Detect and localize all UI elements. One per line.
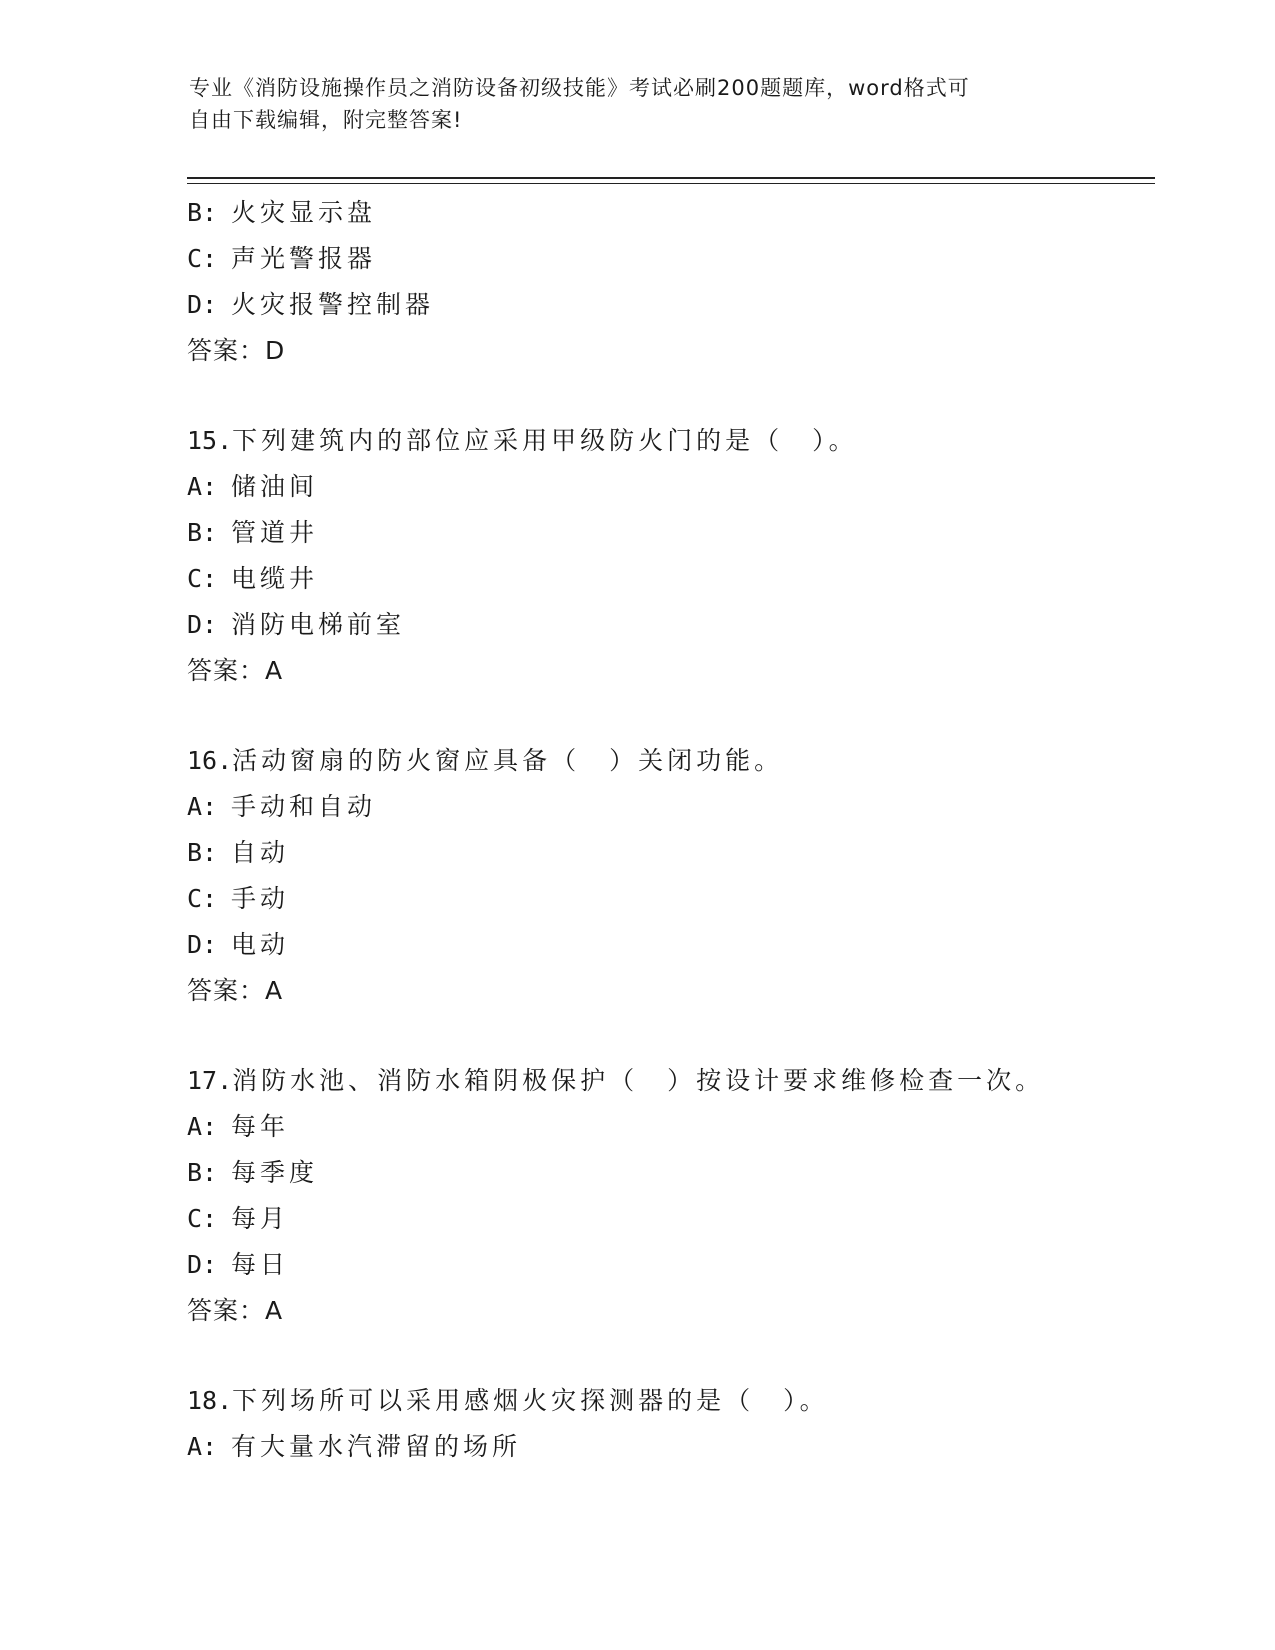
option-label: A: <box>187 472 218 501</box>
question-number: 17. <box>187 1066 233 1095</box>
option-c <box>187 236 1147 282</box>
option-label: A: <box>187 792 218 821</box>
option-d <box>187 282 1147 328</box>
question-17 <box>187 1058 1147 1334</box>
answer-line: 答案：D <box>187 336 286 365</box>
option-text: 声光警报器 <box>231 244 377 273</box>
option-label: B: <box>187 1158 218 1187</box>
header-line-1: 专业《消防设施操作员之消防设备初级技能》考试必刷200题题库，word格式可 <box>189 76 970 100</box>
option-text: 自动 <box>231 838 290 867</box>
question-number: 16. <box>187 746 233 775</box>
question-16 <box>187 738 1147 1014</box>
question-stem <box>187 418 1147 464</box>
option-text: 消防电梯前室 <box>231 610 406 639</box>
option-d <box>187 1242 1147 1288</box>
question-list <box>187 190 1147 1470</box>
option-text: 火灾显示盘 <box>231 198 377 227</box>
question-stem <box>187 1378 1147 1424</box>
option-b <box>187 830 1147 876</box>
option-a <box>187 784 1147 830</box>
option-c <box>187 876 1147 922</box>
option-text: 有大量水汽滞留的场所 <box>231 1432 522 1461</box>
answer-line: 答案：A <box>187 656 284 685</box>
option-label: A: <box>187 1112 218 1141</box>
option-label: D: <box>187 290 218 319</box>
option-b <box>187 190 1147 236</box>
question-text: 活动窗扇的防火窗应具备（ ）关闭功能。 <box>232 746 784 775</box>
option-label: C: <box>187 884 218 913</box>
option-text: 手动和自动 <box>231 792 377 821</box>
option-a <box>187 1424 1147 1470</box>
option-label: D: <box>187 610 218 639</box>
option-label: B: <box>187 838 218 867</box>
option-text: 每日 <box>231 1250 290 1279</box>
header-rule-thick <box>187 177 1155 179</box>
question-number: 18. <box>187 1386 233 1415</box>
question-15 <box>187 418 1147 694</box>
header-line-2: 自由下载编辑，附完整答案! <box>189 108 463 132</box>
question-18 <box>187 1378 1147 1470</box>
option-text: 电动 <box>231 930 290 959</box>
option-label: C: <box>187 244 218 273</box>
question-text: 消防水池、消防水箱阴极保护（ ）按设计要求维修检查一次。 <box>232 1066 1045 1095</box>
question-text: 下列建筑内的部位应采用甲级防火门的是（ ）。 <box>232 426 858 455</box>
option-a <box>187 1104 1147 1150</box>
question-14-continued <box>187 190 1147 374</box>
option-b <box>187 1150 1147 1196</box>
option-text: 每季度 <box>231 1158 319 1187</box>
option-c <box>187 556 1147 602</box>
option-text: 手动 <box>231 884 290 913</box>
option-label: D: <box>187 930 218 959</box>
option-text: 每月 <box>231 1204 290 1233</box>
option-label: C: <box>187 564 218 593</box>
option-label: D: <box>187 1250 218 1279</box>
option-label: B: <box>187 518 218 547</box>
option-b <box>187 510 1147 556</box>
option-label: A: <box>187 1432 218 1461</box>
option-c <box>187 1196 1147 1242</box>
option-label: C: <box>187 1204 218 1233</box>
option-text: 火灾报警控制器 <box>231 290 435 319</box>
question-text: 下列场所可以采用感烟火灾探测器的是（ ）。 <box>232 1386 829 1415</box>
option-a <box>187 464 1147 510</box>
option-d <box>187 602 1147 648</box>
option-text: 储油间 <box>231 472 319 501</box>
answer-line: 答案：A <box>187 1296 284 1325</box>
option-text: 每年 <box>231 1112 290 1141</box>
answer-line: 答案：A <box>187 976 284 1005</box>
option-text: 管道井 <box>231 518 319 547</box>
option-text: 电缆井 <box>231 564 319 593</box>
option-d <box>187 922 1147 968</box>
option-label: B: <box>187 198 218 227</box>
header-rule-thin <box>187 183 1155 184</box>
question-stem <box>187 1058 1147 1104</box>
question-number: 15. <box>187 426 233 455</box>
question-stem <box>187 738 1147 784</box>
document-header <box>189 72 1089 136</box>
